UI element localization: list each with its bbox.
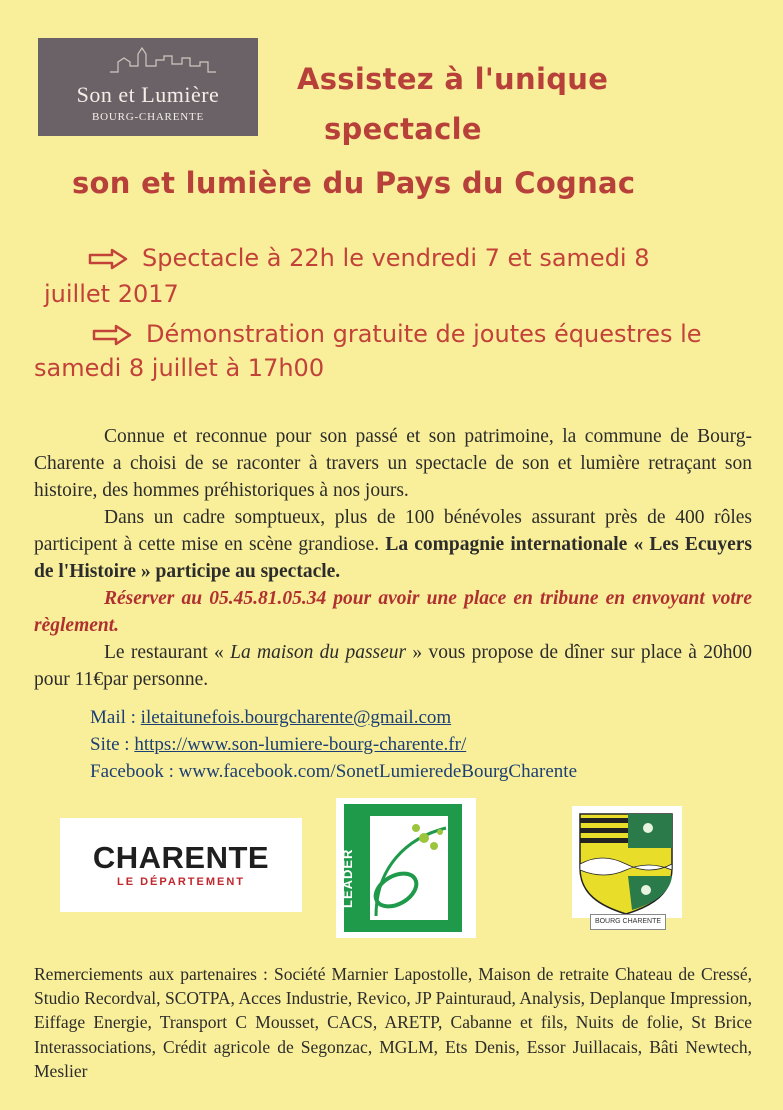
logo-subtitle: BOURG-CHARENTE <box>91 111 205 123</box>
arrow-right-icon <box>88 248 128 270</box>
contact-block <box>90 704 577 785</box>
facebook-label: Facebook : <box>90 761 179 782</box>
charente-logo-title: CHARENTE <box>92 840 270 875</box>
mail-link[interactable]: iletaitunefois.bourgcharente@gmail.com <box>140 707 452 728</box>
son-et-lumiere-logo <box>38 38 258 136</box>
paragraph-volunteers <box>34 504 752 585</box>
bourg-charente-crest <box>572 806 682 934</box>
body-text <box>34 423 752 693</box>
paragraph-reservation: Réserver au 05.45.81.05.34 pour avoir une place en tribune en envoyant votre règlement. <box>34 588 752 636</box>
village-skyline-icon <box>108 44 218 74</box>
arrow-right-icon <box>92 324 132 346</box>
leader-text: LEADER <box>340 848 355 908</box>
bullet-demonstration-line-1: Démonstration gratuite de joutes équestres le <box>146 320 702 348</box>
bullet-spectacle <box>88 240 768 276</box>
restaurant-name: La maison du passeur <box>230 642 407 663</box>
bullet-demonstration <box>92 316 772 352</box>
headline-line-1: Assistez à l'unique <box>297 62 609 96</box>
bullet-spectacle-line-2: juillet 2017 <box>44 280 179 308</box>
restaurant-text-a: Le restaurant « <box>104 642 231 663</box>
headline-line-2: spectacle <box>324 112 482 146</box>
charente-departement-logo <box>60 818 302 912</box>
contact-facebook <box>90 758 577 785</box>
paragraph-history: Connue et reconnue pour son passé et son patrimoine, la commune de Bourg-Charente a choisi de se raconter à travers un spectacle de son et lumière retraçant son histoire, des hommes préhistoriques à nos jours. <box>34 426 752 501</box>
site-label: Site : <box>90 734 135 755</box>
paragraph-company-text: La compagnie internationale « Les Ecuyers de l'Histoire » participe au spectacle. <box>34 534 753 582</box>
mail-label: Mail : <box>90 707 141 728</box>
paragraph-volunteers-text: Dans un cadre somptueux, plus de 100 bénévoles assurant près de 400 rôles participent à cette mise en scène grandiose. <box>34 507 752 555</box>
restaurant-text-b: » vous propose de dîner sur place à 20h00 pour 11€par personne. <box>34 642 753 690</box>
facebook-link[interactable]: www.facebook.com/SonetLumieredeBourgCharente <box>178 761 578 782</box>
bullet-demonstration-line-2: samedi 8 juillet à 17h00 <box>34 354 325 382</box>
paragraph-restaurant <box>34 639 752 693</box>
site-link[interactable]: https://www.son-lumiere-bourg-charente.fr/ <box>134 734 467 755</box>
charente-logo-subtitle: LE DÉPARTEMENT <box>116 876 246 888</box>
crest-banner: BOURG CHARENTE <box>590 914 666 930</box>
partners-thanks: Remerciements aux partenaires : Société Marnier Lapostolle, Maison de retraite Chateau de Cressé, Studio Recordval, SCOTPA, Acces Industrie, Revico, JP Painturaud, Analysis, Deplanque Impression, Eiffage Energie, Transport C Mousset, CACS, ARETP, Cabanne et fils, Nuits de folie, St Brice Interassociations, Crédit agricole de Segonzac, MGLM, Ets Denis, Essor Juillacais, Bâti Newtech, Meslier <box>34 964 752 1081</box>
logo-title: Son et Lumière <box>76 82 220 107</box>
leader-logo <box>336 798 476 938</box>
contact-site <box>90 731 577 758</box>
contact-mail <box>90 704 577 731</box>
bullet-spectacle-line-1: Spectacle à 22h le vendredi 7 et samedi 8 <box>142 244 650 272</box>
headline-line-3: son et lumière du Pays du Cognac <box>72 166 636 200</box>
